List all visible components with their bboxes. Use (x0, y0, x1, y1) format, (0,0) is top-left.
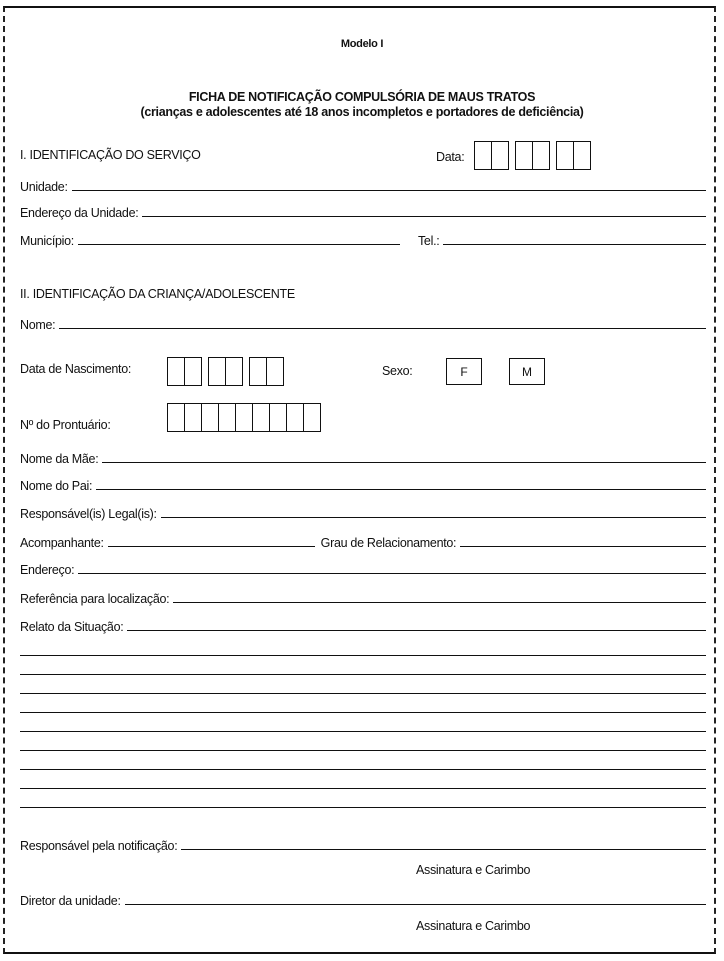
municipio-label: Município: (20, 234, 74, 248)
responsavel-notificacao-field[interactable] (20, 839, 706, 853)
acompanhante-label: Acompanhante: (20, 536, 104, 550)
referencia-field[interactable] (20, 592, 706, 606)
relato-line[interactable] (20, 731, 706, 732)
responsavel-notificacao-label: Responsável pela notificação: (20, 839, 178, 853)
responsavel-legal-label: Responsável(is) Legal(is): (20, 507, 157, 521)
endereco-unidade-field[interactable] (20, 206, 706, 220)
relato-label: Relato da Situação: (20, 620, 124, 634)
model-label: Modelo I (340, 38, 384, 50)
birthdate-label: Data de Nascimento: (20, 362, 132, 376)
unidade-label: Unidade: (20, 180, 68, 194)
relato-line[interactable] (20, 655, 706, 656)
relato-line[interactable] (20, 769, 706, 770)
endereco-field[interactable] (20, 563, 706, 577)
unidade-field[interactable] (20, 180, 706, 194)
sexo-m-checkbox[interactable]: M (509, 358, 545, 385)
relato-line[interactable] (20, 712, 706, 713)
relato-line[interactable] (20, 788, 706, 789)
prontuario-field[interactable] (167, 403, 321, 432)
nome-mae-label: Nome da Mãe: (20, 452, 99, 466)
sexo-label: Sexo: (382, 364, 413, 378)
relato-line[interactable] (20, 807, 706, 808)
diretor-label: Diretor da unidade: (20, 894, 121, 908)
municipio-tel-row[interactable] (20, 234, 706, 248)
referencia-label: Referência para localização: (20, 592, 170, 606)
nome-field[interactable] (20, 318, 706, 332)
relato-field[interactable] (20, 620, 706, 634)
section1-heading: I. IDENTIFICAÇÃO DO SERVIÇO (20, 148, 201, 162)
date-label: Data: (436, 150, 465, 164)
birthdate-field[interactable] (167, 357, 284, 386)
signature-caption: Assinatura e Carimbo (416, 863, 531, 877)
relato-line[interactable] (20, 693, 706, 694)
tel-label: Tel.: (417, 234, 440, 248)
sexo-f-checkbox[interactable]: F (446, 358, 482, 385)
form-subtitle: (crianças e adolescentes até 18 anos incompletos e portadores de deficiência) (140, 105, 584, 119)
nome-label: Nome: (20, 318, 56, 332)
nome-pai-field[interactable] (20, 479, 706, 493)
signature-caption: Assinatura e Carimbo (416, 919, 531, 933)
responsavel-legal-field[interactable] (20, 507, 706, 521)
acompanhante-row[interactable] (20, 536, 706, 550)
endereco-label: Endereço: (20, 563, 75, 577)
relato-line[interactable] (20, 750, 706, 751)
endereco-unidade-label: Endereço da Unidade: (20, 206, 139, 220)
nome-mae-field[interactable] (20, 452, 706, 466)
grau-label: Grau de Relacionamento: (320, 536, 457, 550)
nome-pai-label: Nome do Pai: (20, 479, 93, 493)
date-field[interactable] (474, 141, 591, 170)
diretor-field[interactable] (20, 894, 706, 908)
section2-heading: II. IDENTIFICAÇÃO DA CRIANÇA/ADOLESCENTE (20, 287, 295, 301)
form-title: FICHA DE NOTIFICAÇÃO COMPULSÓRIA DE MAUS TRATOS (188, 90, 536, 104)
prontuario-label: Nº do Prontuário: (20, 418, 111, 432)
relato-line[interactable] (20, 674, 706, 675)
